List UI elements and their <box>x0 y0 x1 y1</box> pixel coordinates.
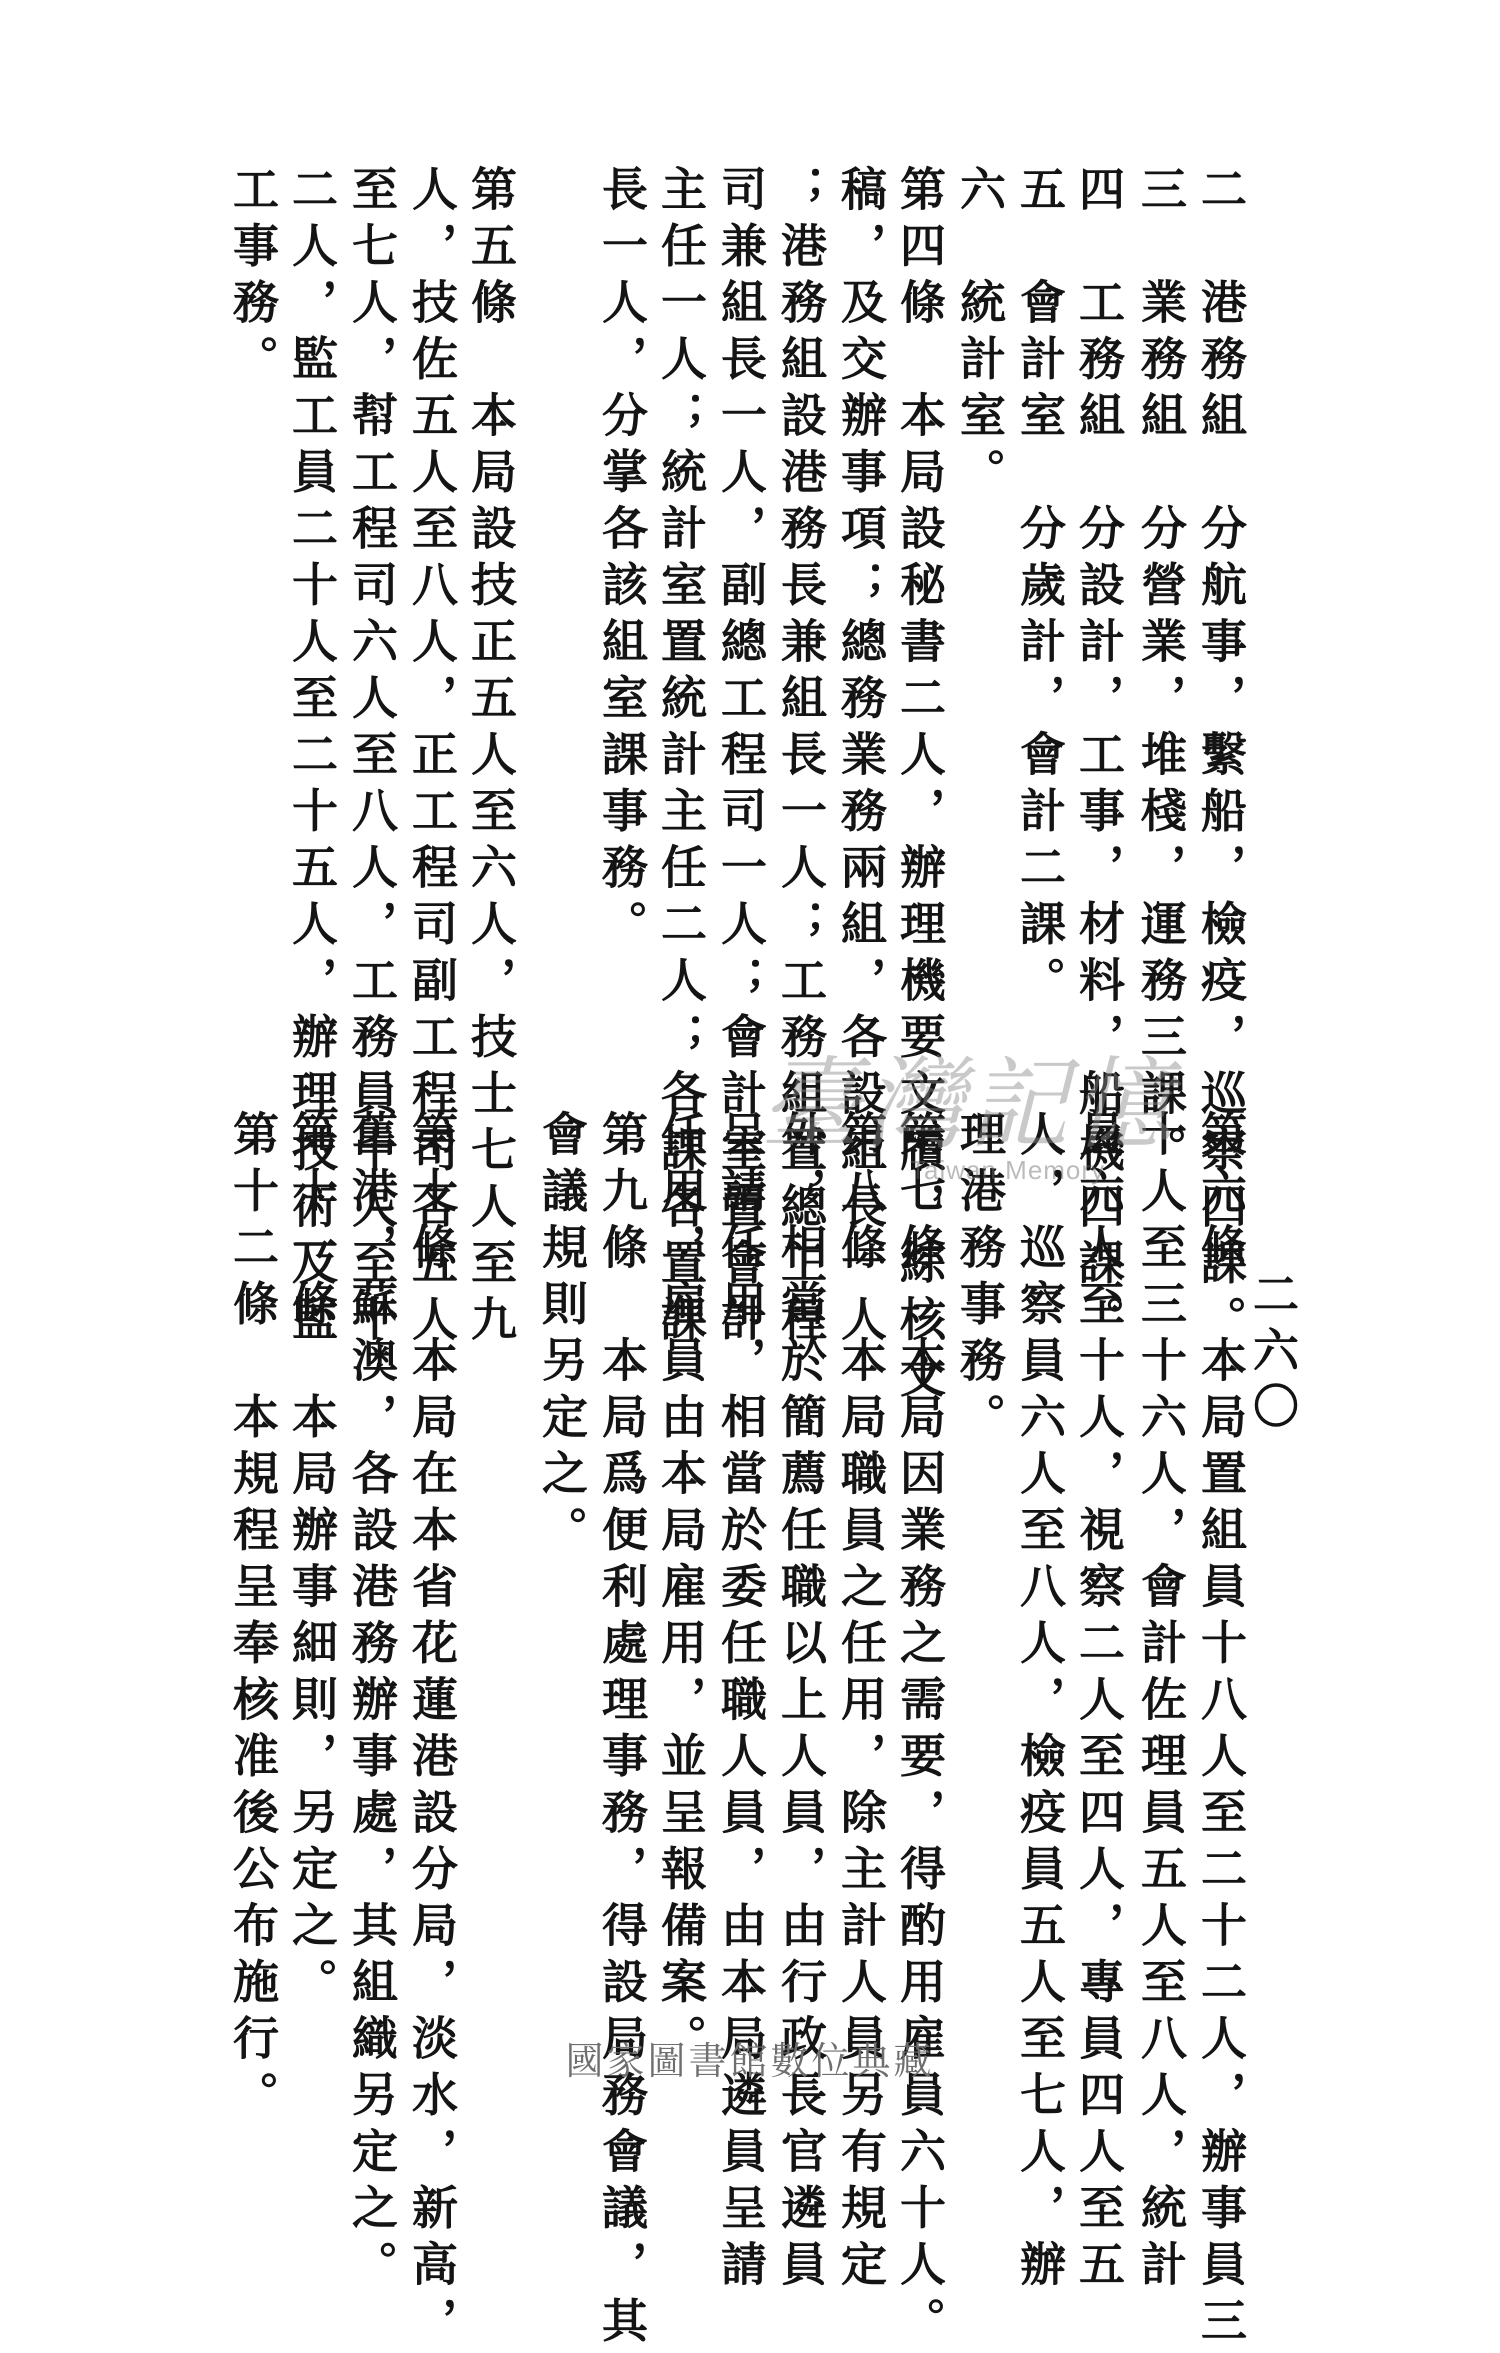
upper-column-14: 至七人，幇工程司六人至八人，工務員十人至十 <box>345 165 399 1352</box>
watermark-subtitle: Taiwan Memory <box>910 1155 1106 1185</box>
upper-column-3: 四 工務組 分設計，工事，材料，船機四課。 <box>1072 165 1126 1352</box>
upper-column-13: 人，技佐五人至八人，正工程司副工程司各五人 <box>405 165 459 1352</box>
lower-column-8: 外，相當於簡薦任職以上人員，由行政長官遴員 <box>774 1110 828 2297</box>
lower-column-15: 第十一條 本局辦事細則，另定之。 <box>285 1110 339 2014</box>
lower-column-4: 人，巡察員六人至八人，檢疫員五人至七人，辦 <box>1013 1110 1067 2297</box>
upper-column-15: 二人，監工員二十人至二十五人，辦理技術及監 <box>285 165 339 1352</box>
lower-column-16: 第十二條 本規程呈奉核准後公布施行。 <box>226 1110 280 2127</box>
footer-credit: 國家圖書館數位典藏 <box>565 2041 935 2083</box>
upper-column-16: 工事務。 <box>226 165 280 391</box>
upper-column-12: 第五條 本局設技正五人至六人，技士七人至九 <box>464 165 518 1352</box>
upper-column-1: 二 港務組 分航事，繫船，檢疫，巡察四課。 <box>1194 165 1248 1352</box>
page-number: 二六〇 <box>1246 1270 1300 1438</box>
upper-column-9: 司兼組長一人，副總工程司一人；會計室置會計 <box>714 165 768 1352</box>
lower-column-13: 第十條 本局在本省花蓮港設分局，淡水，新高， <box>405 1110 459 2353</box>
lower-column-1: 第六條 本局置組員十八人至二十二人，辦事員三 <box>1194 1110 1248 2353</box>
lower-column-7: 第八條 本局職員之任用，除主計人員另有規定 <box>834 1110 888 2297</box>
upper-column-11: 長一人，分掌各該組室課事務。 <box>595 165 649 956</box>
lower-column-5: 理港務事務。 <box>953 1110 1007 1449</box>
lower-column-6: 第七條 本局因業務之需要，得酌用雇員六十人。 <box>893 1110 947 2353</box>
lower-column-2: 十人至三十六人，會計佐理員五人至八人，統計 <box>1134 1110 1188 2297</box>
lower-column-3: 員六人至十人，視察二人至四人，專員四人至五 <box>1072 1110 1126 2297</box>
upper-column-4: 五 會計室 分歲計，會計二課。 <box>1013 165 1067 1013</box>
watermark <box>760 1046 1230 1185</box>
watermark-title: 臺灣記憶 <box>760 1046 1176 1163</box>
lower-column-14: 舊港，蘇澳，各設港務辦事處，其組織另定之。 <box>345 1110 399 2297</box>
lower-column-10: 任用，雇員由本局雇用，並呈報備案。 <box>654 1110 708 2071</box>
lower-column-9: 呈請任用，相當於委任職人員，由本局遴員呈請 <box>714 1110 768 2297</box>
upper-column-8: ；港務組設港務長兼組長一人；工務組置總工程 <box>774 165 828 1352</box>
upper-column-6: 第四條 本局設秘書二人，辦理機要文牘，綜核文 <box>893 165 947 1408</box>
upper-column-7: 稿，及交辦事項；總務業務兩組，各設組長一人 <box>834 165 888 1352</box>
upper-column-10: 主任一人；統計室置統計主任二人；各課各置課 <box>654 165 708 1352</box>
upper-column-2: 三 業務組 分營業，堆棧，運務三課。 <box>1134 165 1188 1182</box>
upper-column-5: 六 統計室。 <box>953 165 1007 504</box>
lower-column-12: 會議規則另定之。 <box>535 1110 589 1562</box>
lower-column-11: 第九條 本局爲便利處理事務，得設局務會議，其 <box>595 1110 649 2353</box>
